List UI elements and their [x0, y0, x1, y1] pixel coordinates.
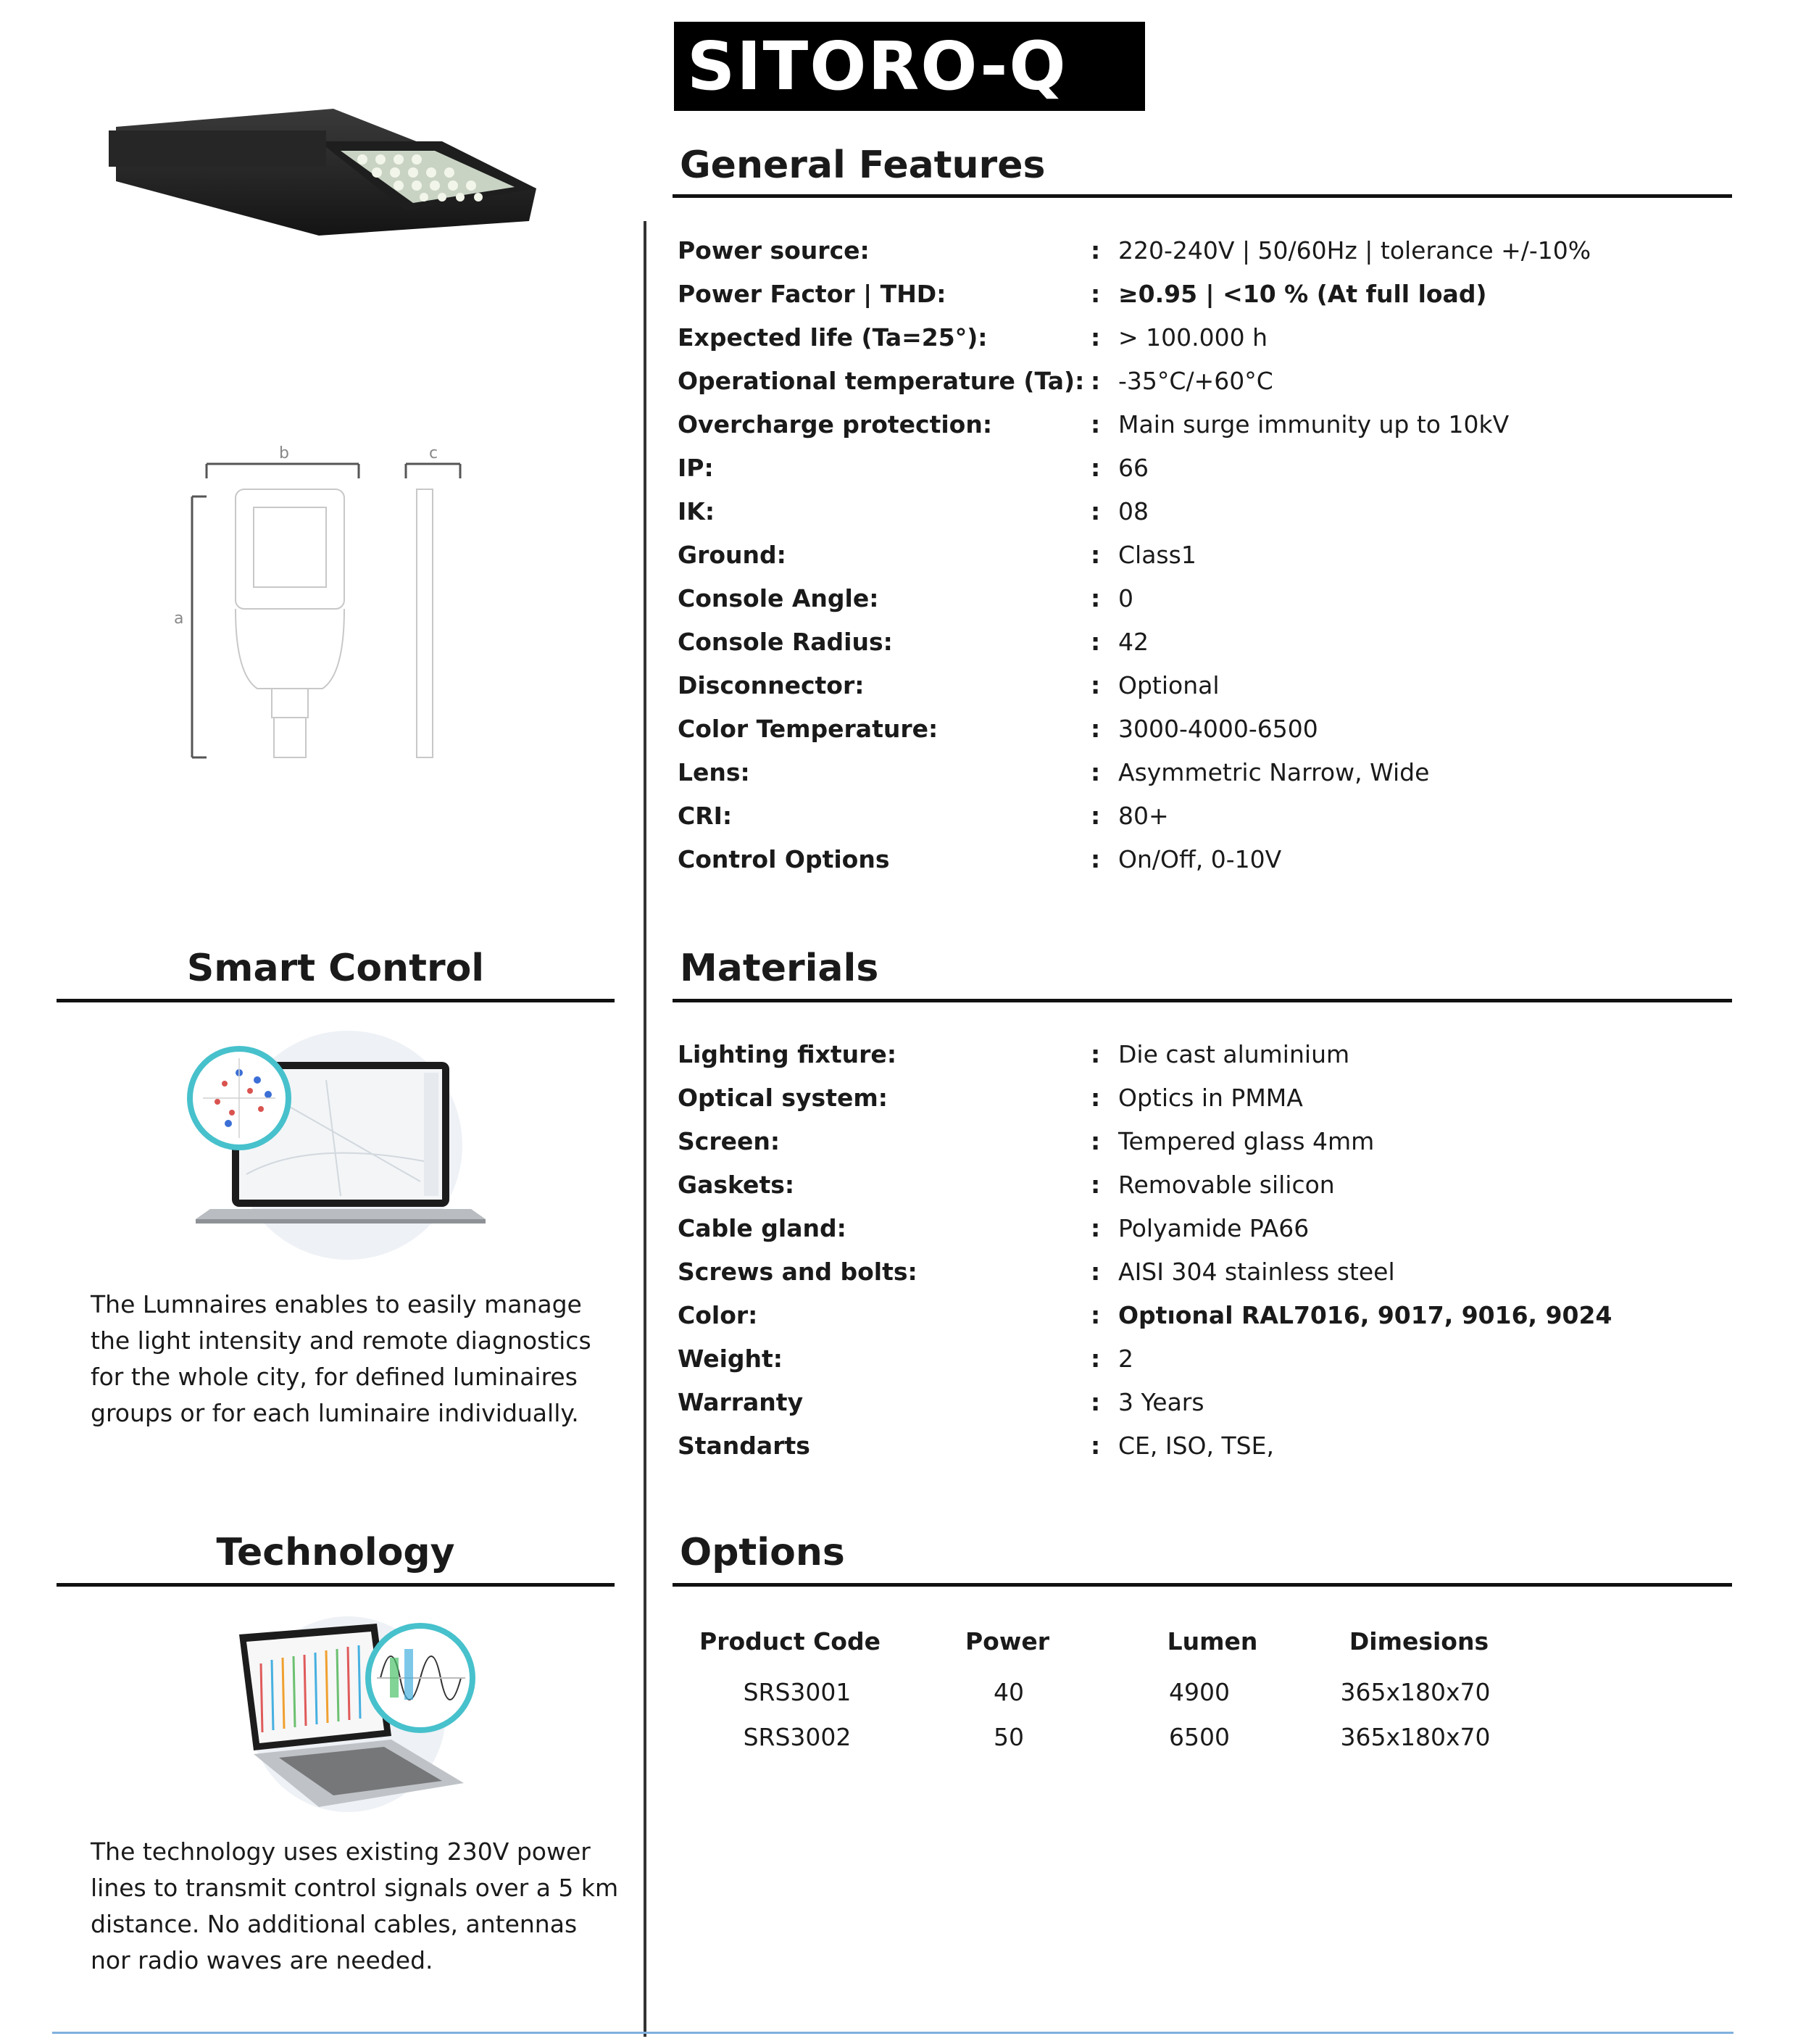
table-row	[725, 1678, 1667, 1723]
spec-label: Operational temperature (Ta):	[678, 367, 1085, 395]
spec-label: IP:	[678, 454, 714, 482]
spec-row-standarts	[678, 1424, 1765, 1468]
spec-value: 08	[1118, 497, 1149, 525]
column-header-power: Power	[965, 1627, 1049, 1655]
table-cell: 50	[994, 1723, 1024, 1751]
spec-value: -35°C/+60°C	[1118, 367, 1273, 395]
spec-label: Warranty	[678, 1388, 804, 1416]
spec-value: Polyamide PA66	[1118, 1214, 1310, 1242]
spec-value: 220-240V | 50/60Hz | tolerance +/-10%	[1118, 236, 1591, 265]
table-cell: 4900	[1169, 1678, 1230, 1706]
general-features-heading: General Features	[680, 144, 1046, 187]
spec-colon: :	[1091, 1388, 1101, 1416]
spec-value: Asymmetric Narrow, Wide	[1118, 758, 1430, 786]
spec-colon: :	[1091, 1214, 1101, 1242]
spec-colon: :	[1091, 1258, 1101, 1286]
spec-colon: :	[1091, 1171, 1101, 1199]
spec-value: Optional	[1118, 671, 1220, 699]
spec-value: 80+	[1118, 802, 1169, 830]
luminaire-photo	[101, 101, 558, 239]
spec-colon: :	[1091, 1040, 1101, 1068]
smart-control-heading: Smart Control	[186, 947, 485, 990]
spec-colon: :	[1091, 541, 1101, 569]
spec-value: On/Off, 0-10V	[1118, 845, 1282, 873]
spec-colon: :	[1091, 1345, 1101, 1373]
spec-colon: :	[1091, 758, 1101, 786]
spec-label: Console Radius:	[678, 628, 893, 656]
spec-value: 3 Years	[1118, 1388, 1204, 1416]
options-heading: Options	[680, 1531, 845, 1574]
spec-label: Screen:	[678, 1127, 781, 1155]
table-cell: 365x180x70	[1340, 1723, 1491, 1751]
spec-row-screen	[678, 1120, 1765, 1163]
spec-label: Standarts	[678, 1432, 810, 1460]
spec-row-warranty	[678, 1381, 1765, 1424]
spec-value: 3000-4000-6500	[1118, 715, 1318, 743]
spec-value: Optics in PMMA	[1118, 1084, 1303, 1112]
spec-colon: :	[1091, 367, 1101, 395]
spec-colon: :	[1091, 628, 1101, 656]
spec-label: Gaskets:	[678, 1171, 795, 1199]
spec-label: Cable gland:	[678, 1214, 846, 1242]
spec-value: 0	[1118, 584, 1133, 612]
table-cell: SRS3001	[743, 1678, 852, 1706]
spec-row-gaskets	[678, 1163, 1765, 1207]
spec-row-control-options	[678, 838, 1765, 881]
footer-rule	[52, 2032, 1734, 2034]
spec-label: CRI:	[678, 802, 733, 830]
spec-label: Expected life (Ta=25°):	[678, 323, 988, 352]
spec-row-color	[678, 1294, 1765, 1337]
table-row	[725, 1723, 1667, 1768]
spec-colon: :	[1091, 1084, 1101, 1112]
table-cell: 40	[994, 1678, 1024, 1706]
product-title: SITORO-Q	[674, 22, 1145, 111]
spec-colon: :	[1091, 584, 1101, 612]
table-cell: 365x180x70	[1340, 1678, 1491, 1706]
column-header-dimensions: Dimesions	[1349, 1627, 1489, 1655]
spec-label: Lens:	[678, 758, 750, 786]
spec-colon: :	[1091, 280, 1101, 308]
options-table	[699, 1627, 1667, 1768]
spec-row-operational-temperature	[678, 360, 1765, 403]
spec-label: Weight:	[678, 1345, 783, 1373]
spec-value: Main surge immunity up to 10kV	[1118, 410, 1510, 439]
spec-colon: :	[1091, 410, 1101, 439]
general-features-rule	[673, 194, 1732, 198]
dimension-drawing	[167, 442, 478, 768]
table-cell: SRS3002	[743, 1723, 852, 1751]
spec-value: Class1	[1118, 541, 1196, 569]
spec-colon: :	[1091, 454, 1101, 482]
spec-colon: :	[1091, 1432, 1101, 1460]
spec-value: Removable silicon	[1118, 1171, 1335, 1199]
column-header-lumen: Lumen	[1167, 1627, 1258, 1655]
spec-colon: :	[1091, 323, 1101, 352]
spec-label: Lighting fixture:	[678, 1040, 897, 1068]
spec-value: 66	[1118, 454, 1149, 482]
spec-value: Die cast aluminium	[1118, 1040, 1350, 1068]
spec-label: Power Factor | THD:	[678, 280, 946, 308]
spec-row-lighting-fixture	[678, 1033, 1765, 1076]
column-divider	[644, 221, 646, 2037]
spec-label: Console Angle:	[678, 584, 879, 612]
spec-value: 42	[1118, 628, 1149, 656]
spec-row-console-radius	[678, 620, 1765, 664]
materials-rule	[673, 999, 1732, 1002]
drawing-label-c: c	[429, 444, 438, 462]
spec-row-weight	[678, 1337, 1765, 1381]
spec-colon: :	[1091, 236, 1101, 265]
technology-description: The technology uses existing 230V power lines to transmit control signals over a 5 km distance. No additional cables, antennas nor radio waves are needed.	[91, 1837, 619, 1974]
smart-control-description: The Lumnaires enables to easily manage the light intensity and remote diagnostics for the whole city, for defined luminaires groups or for each luminaire individually.	[91, 1290, 591, 1427]
spec-label: Color Temperature:	[678, 715, 938, 743]
spec-colon: :	[1091, 845, 1101, 873]
spec-row-ik	[678, 490, 1765, 533]
spec-row-cable-gland	[678, 1207, 1765, 1250]
materials-heading: Materials	[680, 947, 879, 990]
drawing-label-b: b	[279, 444, 289, 462]
options-table-header	[699, 1627, 1667, 1672]
spec-row-console-angle	[678, 577, 1765, 620]
spec-row-overcharge-protection	[678, 403, 1765, 446]
spec-row-lens	[678, 751, 1765, 794]
spec-row-disconnector	[678, 664, 1765, 707]
spec-colon: :	[1091, 497, 1101, 525]
spec-colon: :	[1091, 1301, 1101, 1329]
spec-value: AISI 304 stainless steel	[1118, 1258, 1395, 1286]
spec-colon: :	[1091, 802, 1101, 830]
spec-row-screws-and-bolts	[678, 1250, 1765, 1294]
spec-row-optical-system	[678, 1076, 1765, 1120]
spec-colon: :	[1091, 1127, 1101, 1155]
spec-value: > 100.000 h	[1118, 323, 1268, 352]
table-cell: 6500	[1169, 1723, 1230, 1751]
spec-label: Screws and bolts:	[678, 1258, 917, 1286]
spec-label: Optical system:	[678, 1084, 888, 1112]
spec-value: 2	[1118, 1345, 1133, 1373]
spec-label: Disconnector:	[678, 671, 865, 699]
column-header-product-code: Product Code	[699, 1627, 881, 1655]
drawing-label-a: a	[174, 610, 184, 628]
spec-label: Overcharge protection:	[678, 410, 993, 439]
spec-value: Tempered glass 4mm	[1118, 1127, 1375, 1155]
spec-row-power-factor	[678, 273, 1765, 316]
spec-row-ip	[678, 446, 1765, 490]
spec-value: CE, ISO, TSE,	[1118, 1432, 1274, 1460]
spec-label: Power source:	[678, 236, 870, 265]
technology-heading: Technology	[216, 1531, 455, 1574]
spec-label: IK:	[678, 497, 715, 525]
spec-row-power-source	[678, 229, 1765, 273]
spec-value: Optıonal RAL7016, 9017, 9016, 9024	[1118, 1301, 1612, 1329]
spec-row-color-temperature	[678, 707, 1765, 751]
smart-control-rule	[57, 999, 615, 1002]
spec-row-cri	[678, 794, 1765, 838]
technology-rule	[57, 1583, 615, 1587]
technology-laptop-image	[210, 1613, 500, 1823]
spec-value: ≥0.95 | <10 % (At full load)	[1118, 280, 1487, 308]
spec-label: Color:	[678, 1301, 758, 1329]
spec-row-expected-life	[678, 316, 1765, 360]
spec-row-ground	[678, 533, 1765, 577]
smart-control-laptop-image	[181, 1029, 500, 1268]
spec-label: Control Options	[678, 845, 890, 873]
spec-colon: :	[1091, 671, 1101, 699]
spec-label: Ground:	[678, 541, 786, 569]
spec-colon: :	[1091, 715, 1101, 743]
options-rule	[673, 1583, 1732, 1587]
